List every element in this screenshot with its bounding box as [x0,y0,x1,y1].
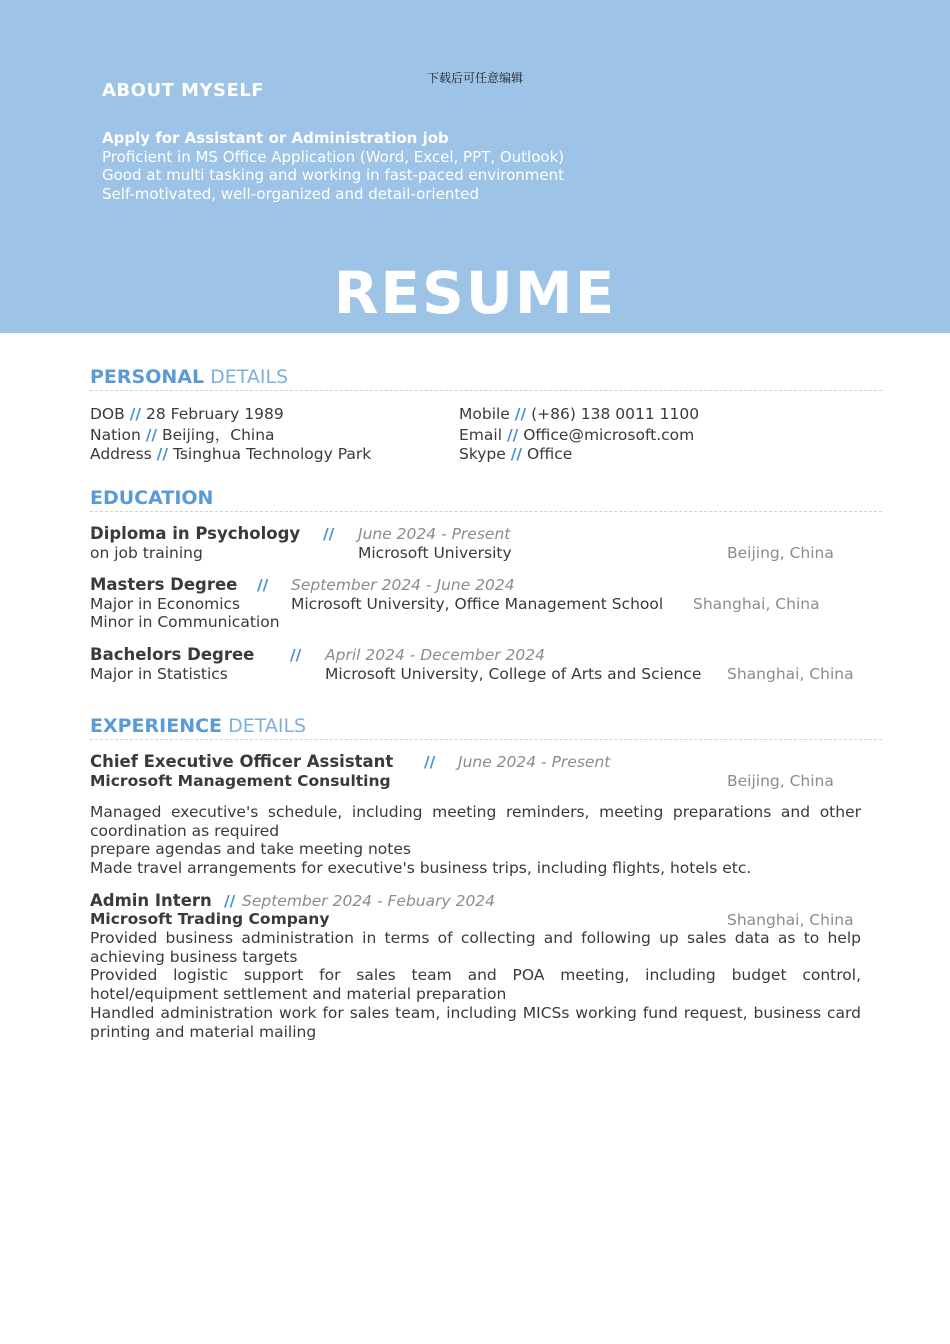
address-row [90,445,371,464]
personal-heading-strong: PERSONAL [90,366,205,388]
resume-title: RESUME [333,259,617,327]
experience-location: Beijing, China [727,772,834,790]
dob-label: DOB [90,405,125,423]
separator: // [424,753,436,771]
mobile-value: (+86) 138 0011 1100 [531,405,700,423]
separator: // [257,576,269,594]
experience-heading-strong: EXPERIENCE [90,715,223,737]
education-detail: Major in Statistics [90,665,228,683]
edit-note: 下载后可任意编辑 [426,71,523,85]
about-line: Proficient in MS Office Application (Word, Excel, PPT, Outlook) [102,147,565,166]
education-detail: Minor in Communication [90,613,280,631]
header-banner [0,0,950,333]
duty-line: prepare agendas and take meeting notes [90,840,411,859]
education-dates: April 2024 - December 2024 [325,646,545,664]
email-row [459,426,694,445]
education-school: Microsoft University, College of Arts and Science [325,665,702,683]
experience-duties [90,929,861,1041]
education-degree: Diploma in Psychology [90,524,301,543]
education-school: Microsoft University, Office Management School [291,595,664,613]
mobile-label: Mobile [459,405,510,423]
experience-location: Shanghai, China [727,911,854,929]
education-location: Beijing, China [727,544,834,562]
address-label: Address [90,445,152,463]
experience-heading-light: DETAILS [222,715,307,737]
about-headline: Apply for Assistant or Administration job [102,129,449,147]
nation-label: Nation [90,426,141,444]
about-line: Good at multi tasking and working in fast-paced environment [102,166,565,185]
education-dates: September 2024 - June 2024 [291,576,515,594]
nation-value: Beijing，China [162,426,275,444]
education-degree: Bachelors Degree [90,645,255,664]
education-degree: Masters Degree [90,575,238,594]
experience-dates: June 2024 - Present [458,753,611,771]
dob-row [90,405,284,424]
education-heading-strong: EDUCATION [90,487,214,509]
duty-line: Provided business administration in terms of collecting and following up sales data as to help achieving business targets [90,929,861,966]
education-school: Microsoft University [358,544,512,562]
skype-label: Skype [459,445,506,463]
education-dates: June 2024 - Present [358,525,511,543]
separator: // [145,426,158,444]
duty-line: Managed executive's schedule, including meeting reminders, meeting preparations and other coordination as required [90,803,861,840]
address-value: Tsinghua Technology Park [172,445,372,463]
email-label: Email [459,426,503,444]
education-heading [90,487,882,512]
mobile-row [459,405,699,424]
experience-company: Microsoft Management Consulting [90,772,391,790]
experience-heading [90,715,882,740]
experience-dates: September 2024 - Febuary 2024 [242,892,496,910]
about-section [102,129,564,204]
dob-value: 28 February 1989 [145,405,284,423]
experience-company: Microsoft Trading Company [90,910,330,928]
separator: // [506,426,519,444]
separator: // [129,405,142,423]
education-location: Shanghai, China [727,665,854,683]
duty-line: Provided logistic support for sales team and POA meeting, including budget control, hotel/equipment settlement and material preparation [90,966,861,1004]
education-detail: Major in Economics [90,595,241,613]
about-title: ABOUT MYSELF [102,80,265,101]
personal-heading [90,366,882,391]
education-detail: on job training [90,544,203,562]
skype-row [459,445,572,464]
education-location: Shanghai, China [693,595,820,613]
separator: // [323,525,335,543]
separator: // [510,445,523,463]
skype-value: Office [527,445,573,463]
personal-heading-light: DETAILS [204,366,289,388]
separator: // [290,646,302,664]
experience-duties [90,803,861,878]
email-value: Office@microsoft.com [523,426,695,444]
nation-row [90,426,275,445]
separator: // [224,892,236,910]
duty-line: Handled administration work for sales team, including MICSs working fund request, business card printing and material mailing [90,1003,861,1041]
experience-role: Admin Intern [90,891,212,910]
experience-role: Chief Executive Officer Assistant [90,752,394,771]
separator: // [156,445,168,463]
separator: // [514,405,527,423]
duty-line: Made travel arrangements for executive's business trips, including flights, hotels etc. [90,859,752,878]
about-line: Self-motivated, well-organized and detail-oriented [102,185,479,204]
